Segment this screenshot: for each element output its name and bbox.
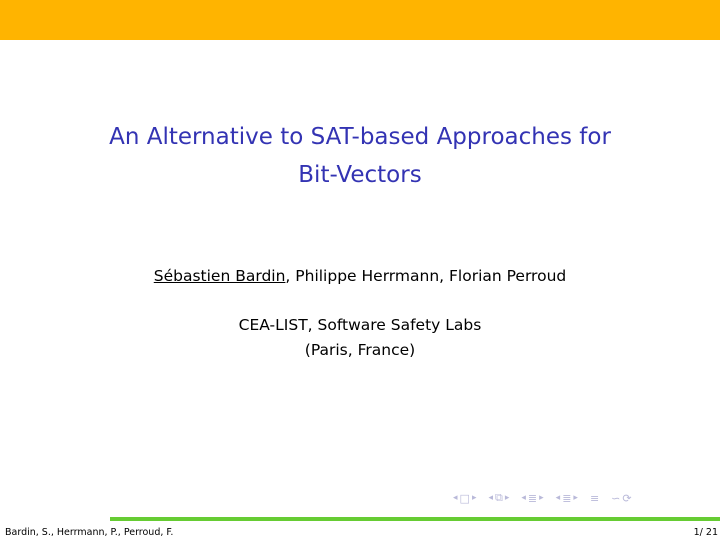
title-line-1: An Alternative to SAT-based Approaches for xyxy=(109,124,611,150)
header-bar xyxy=(0,0,720,40)
presenter-name: Sébastien Bardin xyxy=(153,267,286,285)
page-number: 1/ 21 xyxy=(693,527,718,538)
nav-frame-prev-icon[interactable]: ◂ xyxy=(453,493,458,503)
nav-subsection-icon[interactable]: ⧉ xyxy=(495,491,503,504)
co-authors: , Philippe Herrmann, Florian Perroud xyxy=(285,267,567,285)
nav-section-icon[interactable]: ≣ xyxy=(562,491,572,505)
nav-search-group xyxy=(610,492,632,505)
nav-frame-group xyxy=(452,492,477,505)
nav-section-next-icon[interactable]: ▸ xyxy=(573,493,578,503)
nav-subsection-prev-icon[interactable]: ◂ xyxy=(488,493,493,503)
nav-section-prev-icon[interactable]: ◂ xyxy=(555,493,561,503)
nav-search-icon[interactable]: ∽ xyxy=(611,491,621,505)
nav-section2-group xyxy=(555,492,579,505)
nav-align-group xyxy=(589,492,600,505)
nav-section-prev-icon[interactable]: ◂ xyxy=(521,493,526,503)
nav-subsection-next-icon[interactable]: ▸ xyxy=(504,493,510,503)
slide-title xyxy=(0,118,720,194)
author-list xyxy=(0,265,720,287)
footer-rule xyxy=(110,517,720,521)
institute-line-1: CEA-LIST, Software Safety Labs xyxy=(238,316,482,334)
navigation-symbols xyxy=(452,491,633,505)
nav-frame-next-icon[interactable]: ▸ xyxy=(471,493,477,503)
nav-align-icon[interactable]: ≡ xyxy=(589,491,600,505)
nav-search-icon[interactable]: ⟳ xyxy=(622,491,632,505)
nav-frame-icon[interactable]: □ xyxy=(459,491,470,505)
institute-line-2: (Paris, France) xyxy=(304,341,416,359)
institute xyxy=(0,313,720,363)
nav-section-icon[interactable]: ≣ xyxy=(527,491,538,505)
nav-subsection-group xyxy=(487,491,510,505)
footer-authors: Bardin, S., Herrmann, P., Perroud, F. xyxy=(5,527,174,538)
title-line-2: Bit-Vectors xyxy=(298,162,422,188)
nav-section-group xyxy=(520,492,544,505)
nav-section-next-icon[interactable]: ▸ xyxy=(539,493,544,503)
